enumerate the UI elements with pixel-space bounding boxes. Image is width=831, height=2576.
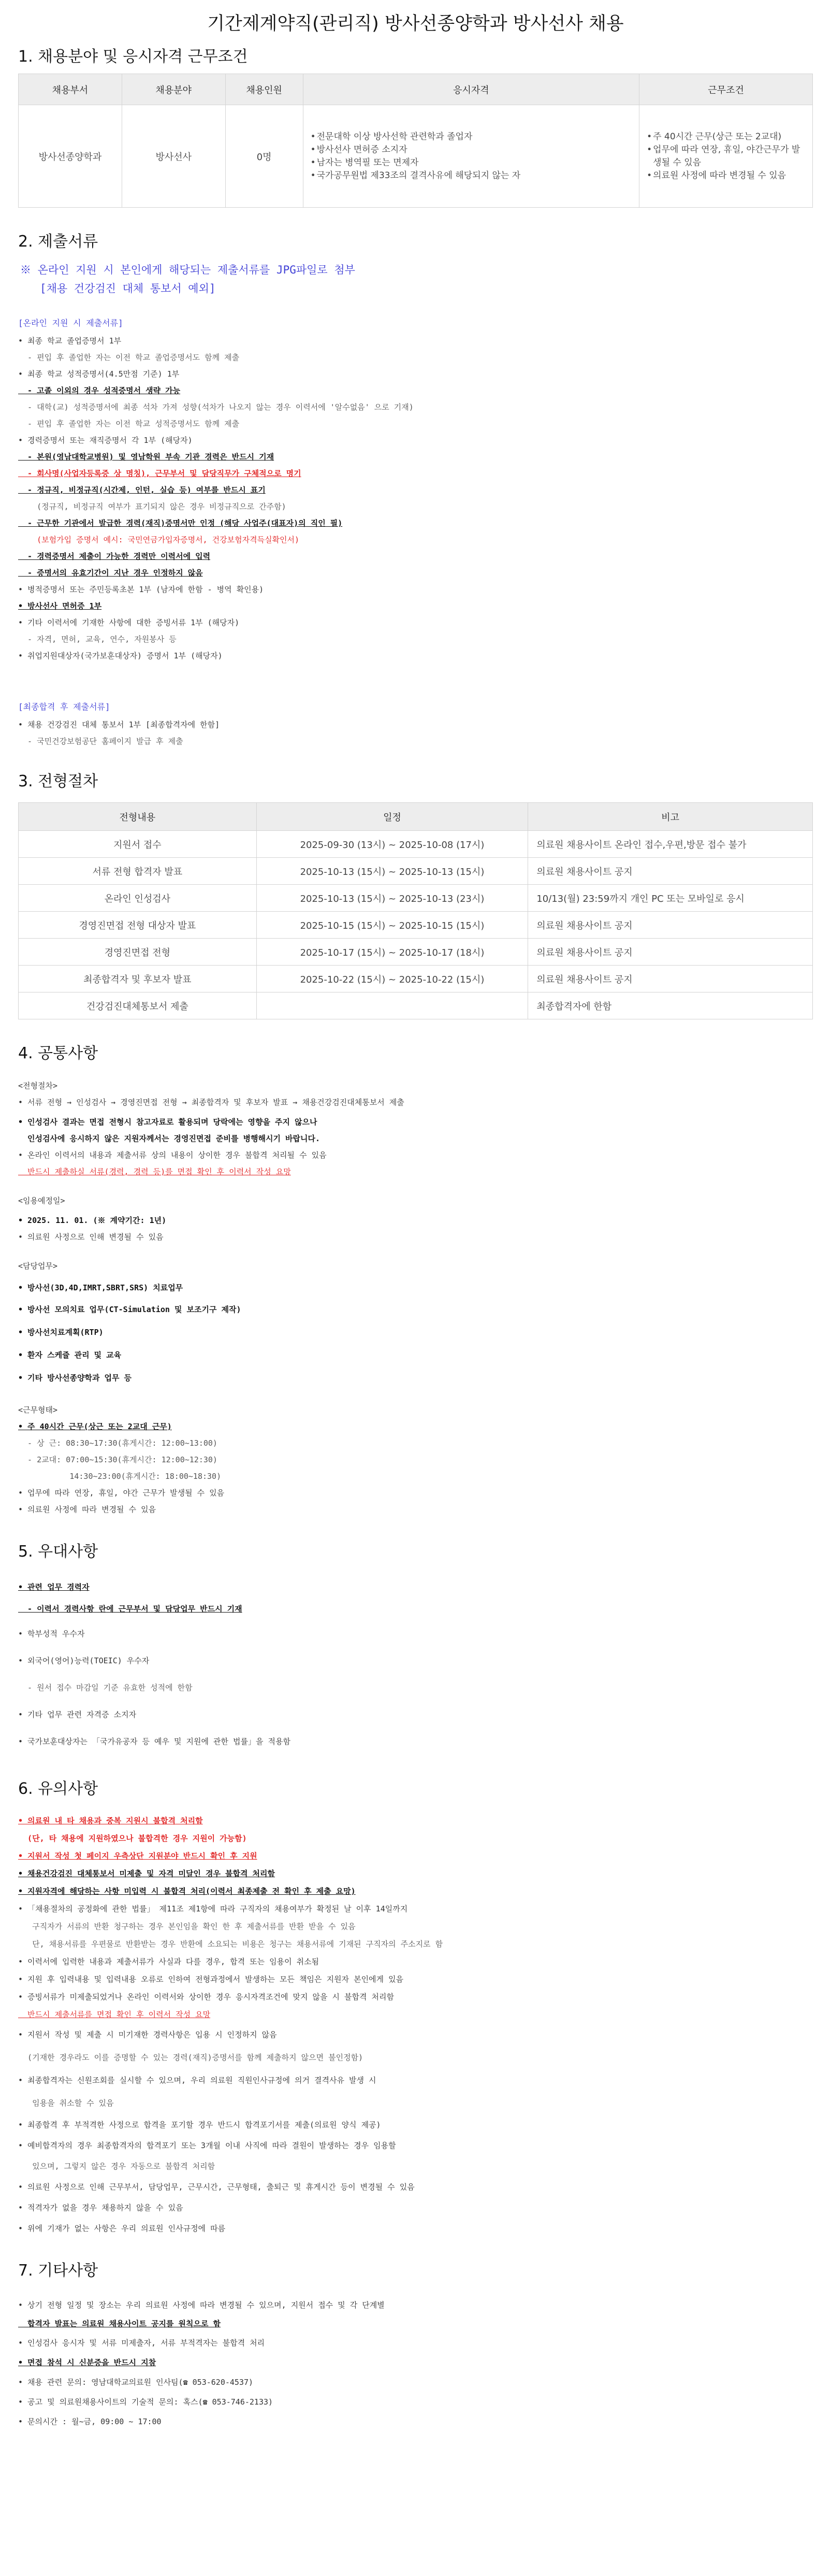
process-header-row — [19, 803, 813, 831]
step-name: 온라인 인성검사 — [19, 885, 257, 912]
work-line: - 2교대: 07:00~15:30(휴게시간: 12:00~12:30) — [18, 1455, 217, 1464]
doc-line: (정규직, 비정규직 여부가 표기되지 않은 경우 비정규직으로 간주함) — [18, 502, 286, 511]
step-name: 지원서 접수 — [19, 831, 257, 858]
col-header-remark: 비고 — [528, 803, 813, 831]
pref-line: • 국가보훈대상자는 「국가유공자 등 예우 및 지원에 관한 법률」을 적용함 — [18, 1737, 291, 1746]
caution-line: • 의료원 사정으로 인해 근무부서, 담당업무, 근무시간, 근무형태, 출퇴근 및 휴게시간 등이 변경될 수 있음 — [18, 2182, 415, 2192]
online-notice — [20, 261, 813, 298]
doc-line: - 본원(영남대학교병원) 및 영남학원 부속 기관 경력은 반드시 기재 — [18, 452, 274, 462]
section-6-heading: 6. 유의사항 — [18, 1780, 98, 1798]
caution-line: (단, 타 채용에 지원하였으나 불합격한 경우 지원이 가능함) — [18, 1834, 247, 1843]
caution-line: • 지원자격에 해당하는 사항 미입력 시 불합격 처리(이력서 최종제출 전 확인 후 제출 요망) — [18, 1887, 356, 1896]
note-line: • 인성검사 결과는 면접 전형시 참고자료로 활용되며 당락에는 영향을 주지 않으나 — [18, 1117, 317, 1127]
step-date: 2025-10-17 (15시) ~ 2025-10-17 (18시) — [256, 939, 528, 966]
doc-line: - 고졸 이외의 경우 성적증명서 생략 가능 — [18, 386, 181, 395]
doc-line: - 자격, 면허, 교육, 연수, 자원봉사 등 — [18, 635, 177, 644]
caution-line: 구직자가 서류의 반환 청구하는 경우 본인임을 확인 한 후 제출서류를 반환 받을 수 있음 — [18, 1922, 356, 1931]
doc-line: - 국민건강보험공단 홈페이지 발급 후 제출 — [18, 737, 183, 746]
step-name: 서류 전형 합격자 발표 — [19, 858, 257, 885]
step-remark: 의료원 채용사이트 공지 — [528, 966, 813, 992]
pref-line: • 관련 업무 경력자 — [18, 1582, 90, 1592]
cell-field: 방사선사 — [122, 105, 225, 208]
section-2-heading: 2. 제출서류 — [18, 233, 98, 251]
step-remark: 10/13(월) 23:59까지 개인 PC 또는 모바일로 응시 — [528, 885, 813, 912]
other-line: • 면접 참석 시 신분증을 반드시 지참 — [18, 2358, 156, 2367]
step-date: 2025-10-13 (15시) ~ 2025-10-13 (15시) — [256, 858, 528, 885]
step-date: 2025-09-30 (13시) ~ 2025-10-08 (17시) — [256, 831, 528, 858]
caution-line: • 지원서 작성 첫 페이지 우측상단 지원분야 반드시 확인 후 지원 — [18, 1851, 257, 1861]
doc-line: - 편입 후 졸업한 자는 이전 학교 졸업증명서도 함께 제출 — [18, 353, 240, 362]
caution-line: • 적격자가 없을 경우 채용하지 않을 수 있음 — [18, 2203, 183, 2212]
step-remark: 의료원 채용사이트 공지 — [528, 912, 813, 939]
final-docs-title: [최종합격 후 제출서류] — [18, 702, 110, 712]
col-header-quals: 응시자격 — [303, 74, 639, 105]
notice-line-2: [채용 건강검진 대체 통보서 예외] — [20, 282, 216, 295]
doc-line: • 경력증명서 또는 재직증명서 각 1부 (해당자) — [18, 436, 193, 445]
step-date — [256, 992, 528, 1019]
step-name: 경영진면접 전형 — [19, 939, 257, 966]
step-name: 건강검진대체통보서 제출 — [19, 992, 257, 1019]
work-line: • 주 40시간 근무(상근 또는 2교대 근무) — [18, 1422, 172, 1431]
col-header-dept: 채용부서 — [19, 74, 122, 105]
cautions — [18, 1812, 813, 2239]
col-header-field: 채용분야 — [122, 74, 225, 105]
other-line: • 채용 관련 문의: 영남대학교의료원 인사팀(☎ 053-620-4537) — [18, 2378, 254, 2387]
pref-line: - 원서 접수 마감일 기준 유효한 성적에 한함 — [18, 1683, 193, 1692]
caution-line: • 「채용절차의 공정화에 관한 법률」 제11조 제1항에 따라 구직자의 채용여부가 확정된 날 이후 14일까지 — [18, 1904, 408, 1913]
final-docs-list — [18, 716, 813, 750]
cond-item: • 주 40시간 근무(상근 또는 2교대) — [647, 131, 805, 143]
sub-title: <임용예정일> — [18, 1196, 65, 1205]
caution-line: • 이력서에 입력한 내용과 제출서류가 사실과 다를 경우, 합격 또는 임용이 취소됨 — [18, 1957, 319, 1966]
cell-quals — [303, 105, 639, 208]
doc-line: - 편입 후 졸업한 자는 이전 학교 성적증명서도 함께 제출 — [18, 419, 240, 428]
work-line: • 업무에 따라 연장, 휴일, 야간 근무가 발생될 수 있음 — [18, 1488, 225, 1498]
doc-line: • 취업지원대상자(국가보훈대상자) 증명서 1부 (해당자) — [18, 651, 223, 660]
note-line: • 온라인 이력서의 내용과 제출서류 상의 내용이 상이한 경우 불합격 처리될 수 있음 — [18, 1150, 327, 1160]
note-line: • 의료원 사정으로 인해 변경될 수 있음 — [18, 1232, 164, 1242]
note-line: 반드시 제출하실 서류(경력, 경력 등)를 면접 확인 후 이력서 작성 요망 — [18, 1167, 291, 1176]
note-line: • 2025. 11. 01. (※ 계약기간: 1년) — [18, 1216, 167, 1225]
doc-line: • 최종 학교 성적증명서(4.5만점 기준) 1부 — [18, 369, 180, 379]
caution-line: 있으며, 그렇지 않은 경우 자동으로 불합격 처리함 — [18, 2162, 215, 2171]
cell-dept: 방사선종양학과 — [19, 105, 122, 208]
duty-line: • 환자 스케쥴 관리 및 교육 — [18, 1350, 122, 1360]
cell-count: 0명 — [225, 105, 303, 208]
pref-line: • 외국어(영어)능력(TOEIC) 우수자 — [18, 1656, 150, 1665]
step-date: 2025-10-15 (15시) ~ 2025-10-15 (15시) — [256, 912, 528, 939]
cond-item: • 업무에 따라 연장, 휴일, 야간근무가 발생될 수 있음 — [647, 143, 805, 169]
qual-item: • 방사선사 면허증 소지자 — [311, 143, 632, 156]
step-name: 최종합격자 및 후보자 발표 — [19, 966, 257, 992]
section-4-heading: 4. 공통사항 — [18, 1044, 98, 1062]
note-line: 인성검사에 응시하지 않은 지원자께서는 경영진면접 준비를 병행해시기 바랍니다. — [18, 1134, 320, 1143]
doc-line: (보험가입 증명서 예시: 국민연금가입자증명서, 건강보험자격득실확인서) — [18, 535, 300, 544]
work-line: 14:30~23:00(휴게시간: 18:00~18:30) — [18, 1472, 222, 1481]
other-line: • 공고 및 의료원채용사이트의 기술적 문의: 혹스(☎ 053-746-2133) — [18, 2397, 273, 2407]
sub-title: <근무형태> — [18, 1405, 58, 1415]
caution-line: • 의료원 내 타 채용과 중복 지원시 불합격 처리함 — [18, 1816, 203, 1825]
doc-line: - 대학(교) 성적증명서에 최종 석차 가져 성향(석차가 나오지 않는 경우 이력서에 '알수없음' 으로 기재) — [18, 402, 414, 412]
table-row — [19, 858, 813, 885]
caution-line: (기재한 경우라도 이를 증명할 수 있는 경력(재직)증명서를 함께 제출하지 않으면 불인정함) — [18, 2053, 363, 2062]
table-row — [19, 831, 813, 858]
pref-line: • 학부성적 우수자 — [18, 1629, 85, 1638]
step-remark: 의료원 채용사이트 온라인 접수,우편,방문 접수 불가 — [528, 831, 813, 858]
requirements-row — [19, 105, 813, 208]
sub-title: <전형절차> — [18, 1081, 58, 1090]
caution-line: 반드시 제출서류를 면접 확인 후 이력서 작성 요망 — [18, 2010, 211, 2019]
step-remark: 의료원 채용사이트 공지 — [528, 858, 813, 885]
pref-line: - 이력서 경력사항 란에 근무부서 및 담당업무 반드시 기재 — [18, 1604, 242, 1614]
doc-line: • 기타 이력서에 기재한 사항에 대한 증빙서류 1부 (해당자) — [18, 618, 240, 627]
other-notes — [18, 2296, 813, 2431]
section-3-heading: 3. 전형절차 — [18, 772, 98, 790]
step-name: 경영진면접 전형 대상자 발표 — [19, 912, 257, 939]
page-title: 기간제계약직(관리직) 방사선종양학과 방사선사 채용 — [207, 13, 624, 34]
caution-line: • 채용건강검진 대체통보서 미제출 및 자격 미달인 경우 불합격 처리함 — [18, 1869, 275, 1878]
doc-line: • 병적증명서 또는 주민등록초본 1부 (남자에 한함 - 병역 확인용) — [18, 585, 264, 594]
caution-line: 단, 채용서류를 우편물로 반환받는 경우 반환에 소요되는 비용은 청구는 채용서류에 기재된 구직자의 주소지로 함 — [18, 1939, 443, 1949]
col-header-step: 전형내용 — [19, 803, 257, 831]
requirements-table — [18, 74, 813, 208]
caution-line: • 예비합격자의 경우 최종합격자의 합격포기 또는 3개월 이내 사직에 따라 결원이 발생하는 경우 임용할 — [18, 2141, 396, 2150]
doc-line: • 방사선사 면허증 1부 — [18, 601, 102, 611]
process-table — [18, 802, 813, 1019]
duty-line: • 방사선치료계획(RTP) — [18, 1328, 104, 1337]
duty-line: • 기타 방사선종양학과 업무 등 — [18, 1373, 132, 1383]
step-date: 2025-10-22 (15시) ~ 2025-10-22 (15시) — [256, 966, 528, 992]
doc-line: - 증명서의 유효기간이 지난 경우 인정하지 않음 — [18, 568, 203, 578]
col-header-conds: 근무조건 — [639, 74, 813, 105]
section-7-heading: 7. 기타사항 — [18, 2262, 98, 2280]
other-line: • 문의시간 : 월~금, 09:00 ~ 17:00 — [18, 2417, 162, 2426]
sub-title: <담당업무> — [18, 1261, 58, 1271]
duty-line: • 방사선 모의치료 업무(CT-Simulation 및 보조기구 제작) — [18, 1305, 241, 1314]
qual-item: • 남자는 병역필 또는 면제자 — [311, 156, 632, 169]
note-line: • 서류 전형 → 인성검사 → 경영진면접 전형 → 최종합격자 및 후보자 발표 → 채용건강검진대체통보서 제출 — [18, 1098, 404, 1107]
step-date: 2025-10-13 (15시) ~ 2025-10-13 (23시) — [256, 885, 528, 912]
doc-line: • 채용 건강검진 대체 통보서 1부 [최종합격자에 한함] — [18, 720, 220, 729]
doc-line: - 회사명(사업자등록증 상 명칭), 근무부서 및 담당직무가 구체적으로 명기 — [18, 469, 301, 478]
cell-conds — [639, 105, 813, 208]
work-line: - 상 근: 08:30~17:30(휴게시간: 12:00~13:00) — [18, 1438, 217, 1448]
notice-line-1: ※ 온라인 지원 시 본인에게 해당되는 제출서류를 JPG파일로 첨부 — [20, 264, 355, 276]
caution-line: • 최종합격자는 신원조회를 실시할 수 있으며, 우리 의료원 직원인사규정에 의거 결격사유 발생 시 — [18, 2076, 376, 2085]
caution-line: 임용을 취소할 수 있음 — [18, 2098, 114, 2108]
common-notes — [18, 1077, 813, 1518]
online-docs-title: [온라인 지원 시 제출서류] — [18, 318, 123, 328]
step-remark: 의료원 채용사이트 공지 — [528, 939, 813, 966]
col-header-count: 채용인원 — [225, 74, 303, 105]
col-header-date: 일정 — [256, 803, 528, 831]
table-row — [19, 992, 813, 1019]
caution-line: • 위에 기재가 없는 사항은 우리 의료원 인사규정에 따름 — [18, 2224, 226, 2233]
table-row — [19, 885, 813, 912]
pref-line: • 기타 업무 관련 자격증 소지자 — [18, 1710, 137, 1719]
caution-line: • 증빙서류가 미제출되었거나 온라인 이력서와 상이한 경우 응시자격조건에 맞지 않을 시 불합격 처리함 — [18, 1992, 394, 2002]
doc-line: - 근무한 기관에서 발급한 경력(재직)증명서만 인정 (해당 사업주(대표자)의 직인 필) — [18, 519, 343, 528]
qual-item: • 전문대학 이상 방사선학 관련학과 졸업자 — [311, 131, 632, 143]
other-line: • 인성검사 응시자 및 서류 미제출자, 서류 부적격자는 불합격 처리 — [18, 2338, 265, 2348]
section-5-heading: 5. 우대사항 — [18, 1543, 98, 1561]
caution-line: • 지원서 작성 및 제출 시 미기재한 경력사항은 입용 시 인정하지 않음 — [18, 2030, 277, 2039]
other-line: • 상기 전형 일정 및 장소는 우리 의료원 사정에 따라 변경될 수 있으며, 지원서 접수 및 각 단계별 — [18, 2300, 385, 2310]
qual-item: • 국가공무원법 제33조의 결격사유에 해당되지 않는 자 — [311, 169, 632, 182]
cond-item: • 의료원 사정에 따라 변경될 수 있음 — [647, 169, 805, 182]
other-line: 합격자 발표는 의료원 채용사이트 공지를 원칙으로 함 — [18, 2319, 221, 2328]
work-line: • 의료원 사정에 따라 변경될 수 있음 — [18, 1505, 156, 1514]
section-1-heading: 1. 채용분야 및 응시자격 근무조건 — [18, 48, 248, 66]
doc-line: • 최종 학교 졸업증명서 1부 — [18, 336, 122, 346]
duty-line: • 방사선(3D,4D,IMRT,SBRT,SRS) 치료업무 — [18, 1283, 183, 1292]
doc-line: - 정규직, 비정규직(시간제, 인턴, 실습 등) 여부를 반드시 표기 — [18, 485, 266, 495]
doc-line: - 경력증명서 제출이 가능한 경력만 이력서에 입력 — [18, 552, 211, 561]
table-row — [19, 966, 813, 992]
step-remark: 최종합격자에 한함 — [528, 992, 813, 1019]
caution-line: • 지원 후 입력내용 및 입력내용 오류로 인하여 전형과정에서 발생하는 모든 책임은 지원자 본인에게 있음 — [18, 1975, 404, 1984]
preferences — [18, 1577, 813, 1755]
requirements-header-row — [19, 74, 813, 105]
table-row — [19, 912, 813, 939]
online-docs-list — [18, 333, 813, 664]
caution-line: • 최종합격 후 부적격한 사정으로 합격을 포기할 경우 반드시 합격포기서를 제출(의료원 양식 제공) — [18, 2120, 381, 2129]
table-row — [19, 939, 813, 966]
